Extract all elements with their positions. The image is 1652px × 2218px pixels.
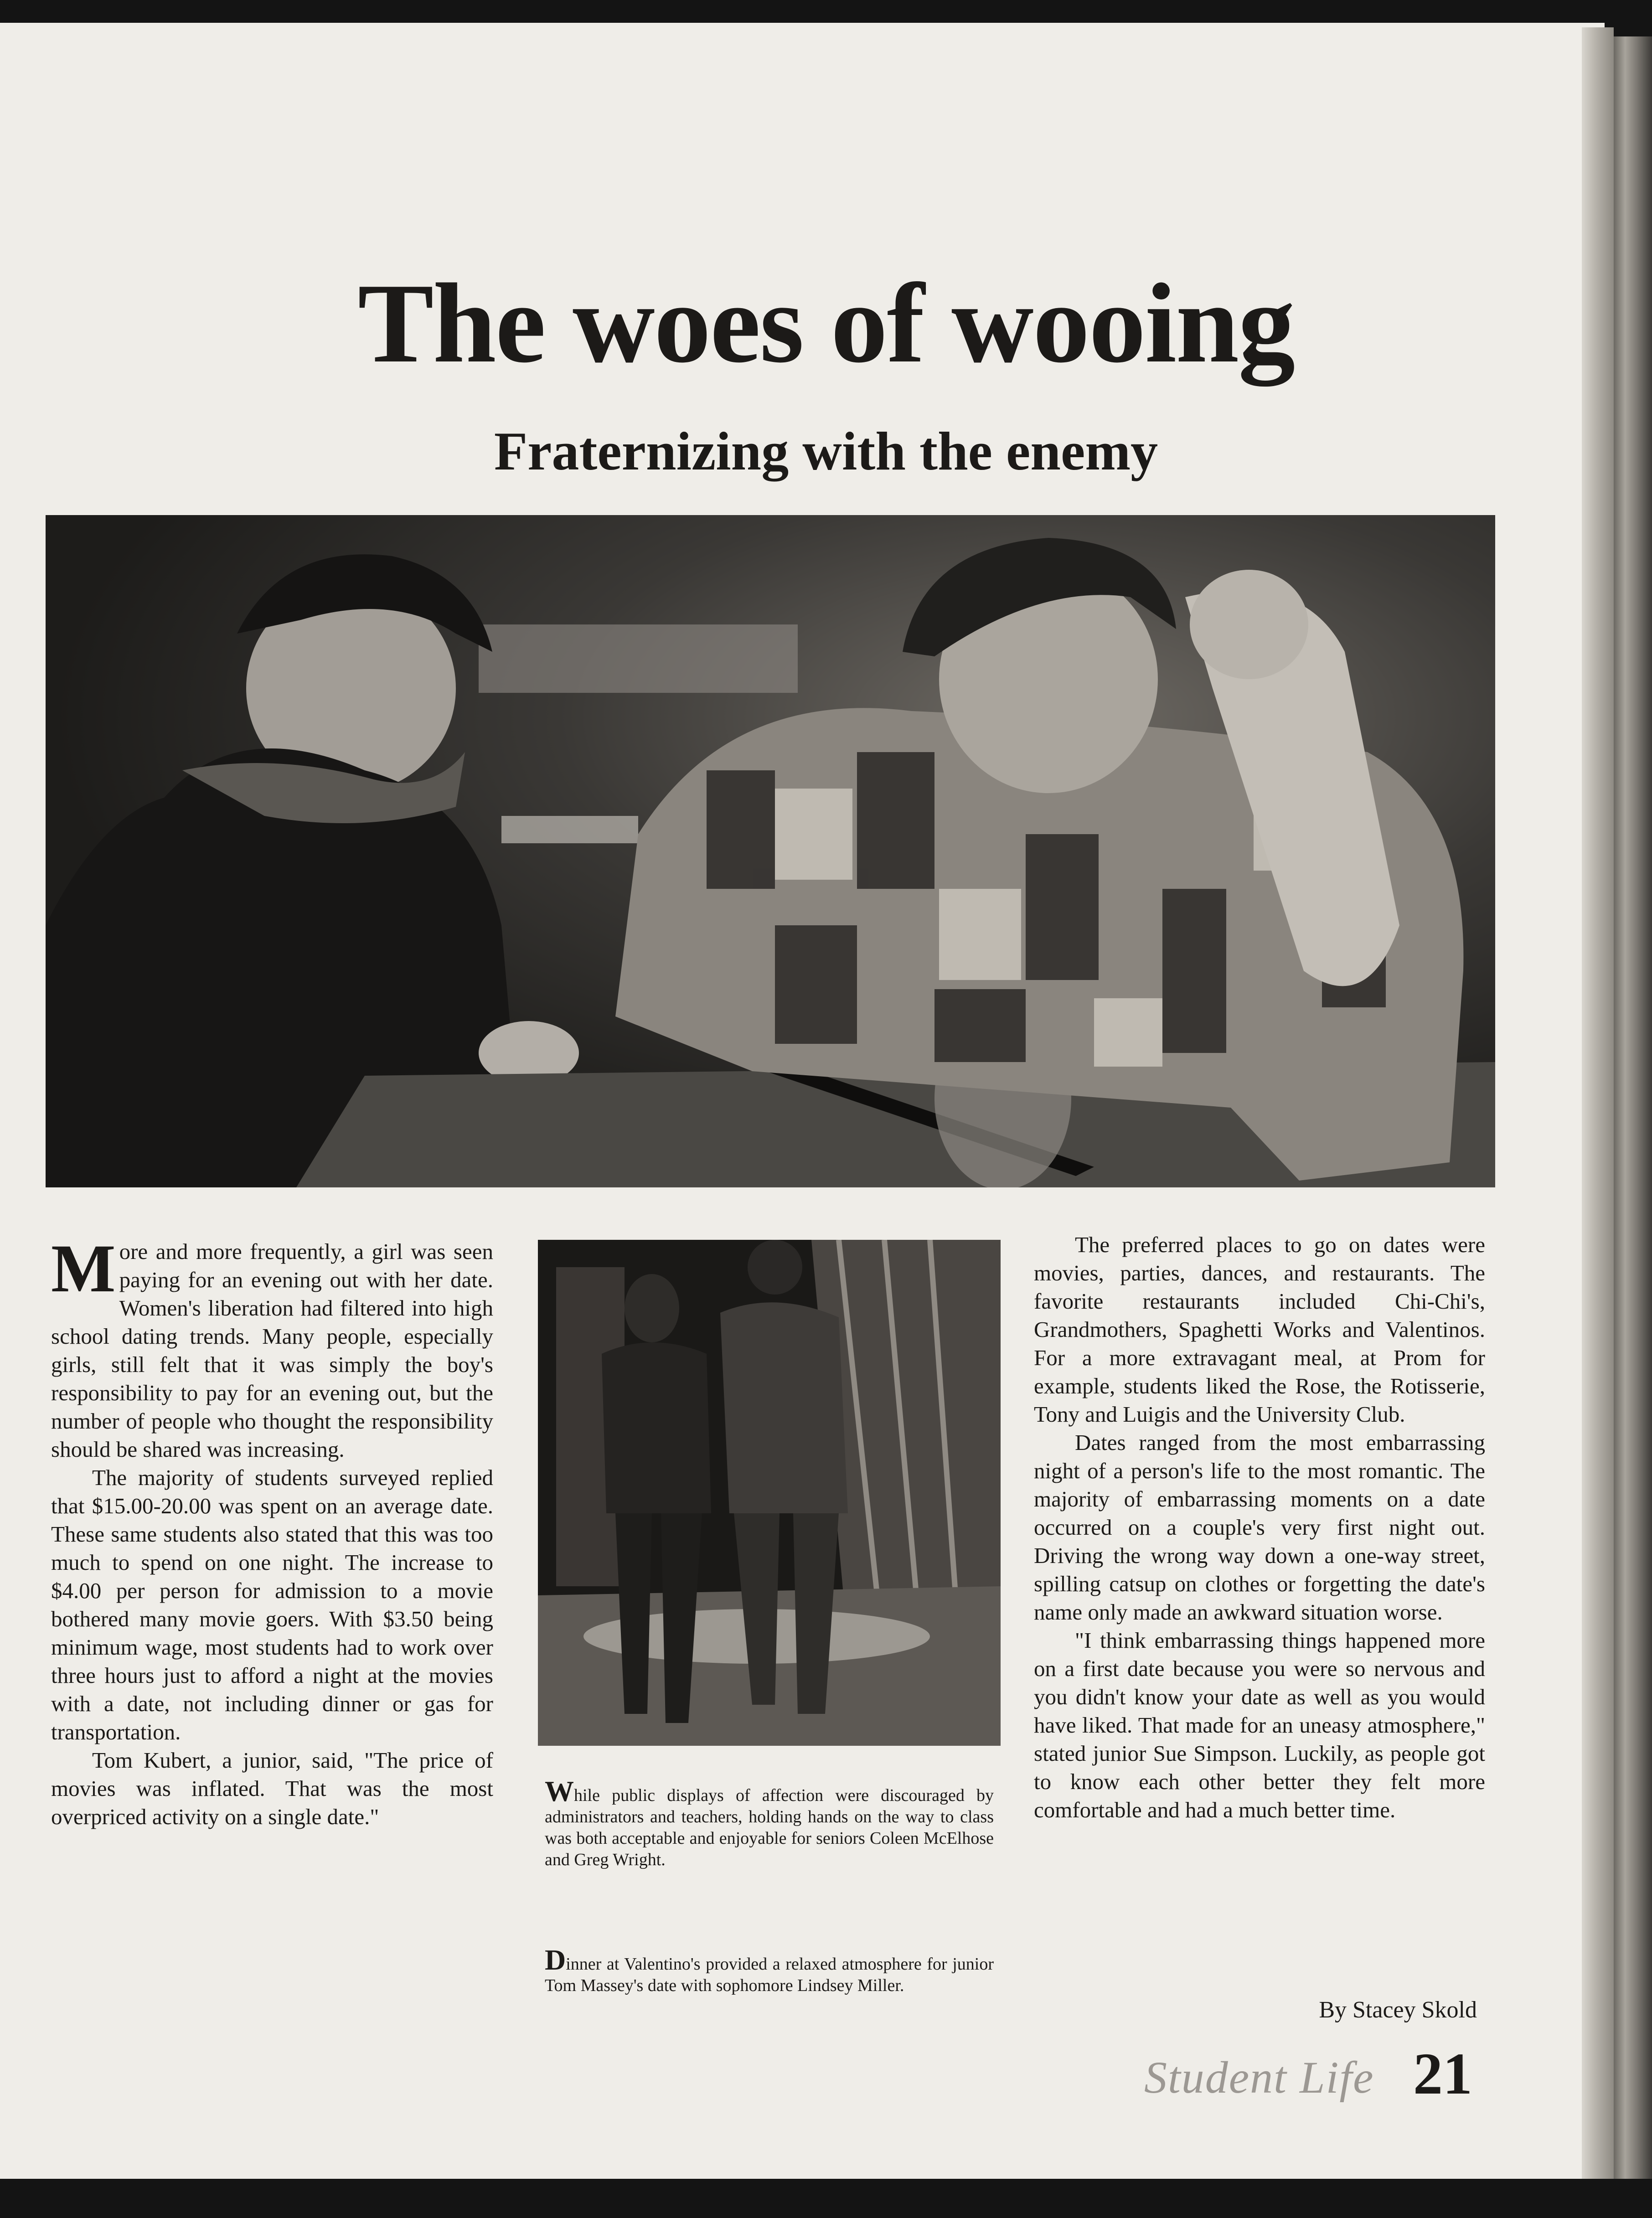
article-paragraph-6: "I think embarrassing things happened more on a first date because you were so nervous and you didn't know your date as well as you would have liked. That made for an uneasy atmosphere," stated junior Sue Simpson. Luckily, as people got to know each other better they felt more comfortable and had a much better time.: [1034, 1628, 1485, 1822]
article-paragraph-1: More and more frequently, a girl was seen paying for an evening out with her date. Women's liberation had filtered into high school dating trends. Many people, especially girls, still felt that it was simply the boy's responsibility to pay for an evening out, but the number of people who thought the responsibility should be shared was increasing.: [51, 1231, 493, 1462]
hallway-photo: [538, 1240, 1001, 1746]
page-number: 21: [1413, 2041, 1472, 2107]
article-left-column: [51, 1231, 493, 1831]
article-title: The woes of wooing: [357, 260, 1295, 387]
article-subtitle: Fraternizing with the enemy: [494, 421, 1158, 481]
section-label: Student Life: [1144, 2052, 1374, 2103]
article-paragraph-3: Tom Kubert, a junior, said, "The price of movies was inflated. That was the most overpriced activity on a single date.": [51, 1748, 493, 1829]
hallway-photo-illustration: [538, 1240, 1001, 1746]
hallway-caption: While public displays of affection were discouraged by administrators and teachers, holding hands on the way to class was both acceptable and enjoyable for seniors Coleen McElhose and Greg Wright.: [545, 1775, 994, 1869]
dinner-photo-illustration: [46, 515, 1495, 1187]
article-right-column: [1034, 1231, 1485, 1824]
byline: By Stacey Skold: [1319, 1997, 1477, 2023]
article-paragraph-2: The majority of students surveyed replied that $15.00-20.00 was spent on an average date. These same students also stated that this was too much to spend on one night. The increase to $4.00 per person for admission to a movie bothered many movie goers. With $3.50 being minimum wage, most students had to work over three hours just to afford a night at the movies with a date, not including dinner or gas for transportation.: [51, 1465, 493, 1744]
bottom-shadow: [0, 2179, 1652, 2218]
dinner-photo: [46, 515, 1495, 1187]
drop-cap: M: [51, 1231, 116, 1306]
article-paragraph-4: The preferred places to go on dates were movies, parties, dances, and restaurants. The favorite restaurants included Chi-Chi's, Grandmothers, Spaghetti Works and Valentinos. For a more extravagant meal, at Prom for example, students liked the Rose, the Rotisserie, Tony and Luigis and the University Club.: [1034, 1232, 1485, 1427]
article-paragraph-5: Dates ranged from the most embarrassing night of a person's life to the most romantic. The majority of embarrassing moments on a date occurred on a couple's very first night out. Driving the wrong way down a one-way street, spilling catsup on clothes or forgetting the date's name only made an awkward situation worse.: [1034, 1430, 1485, 1625]
dinner-caption: Dinner at Valentino's provided a relaxed atmosphere for junior Tom Massey's date with sophomore Lindsey Miller.: [545, 1944, 994, 1995]
